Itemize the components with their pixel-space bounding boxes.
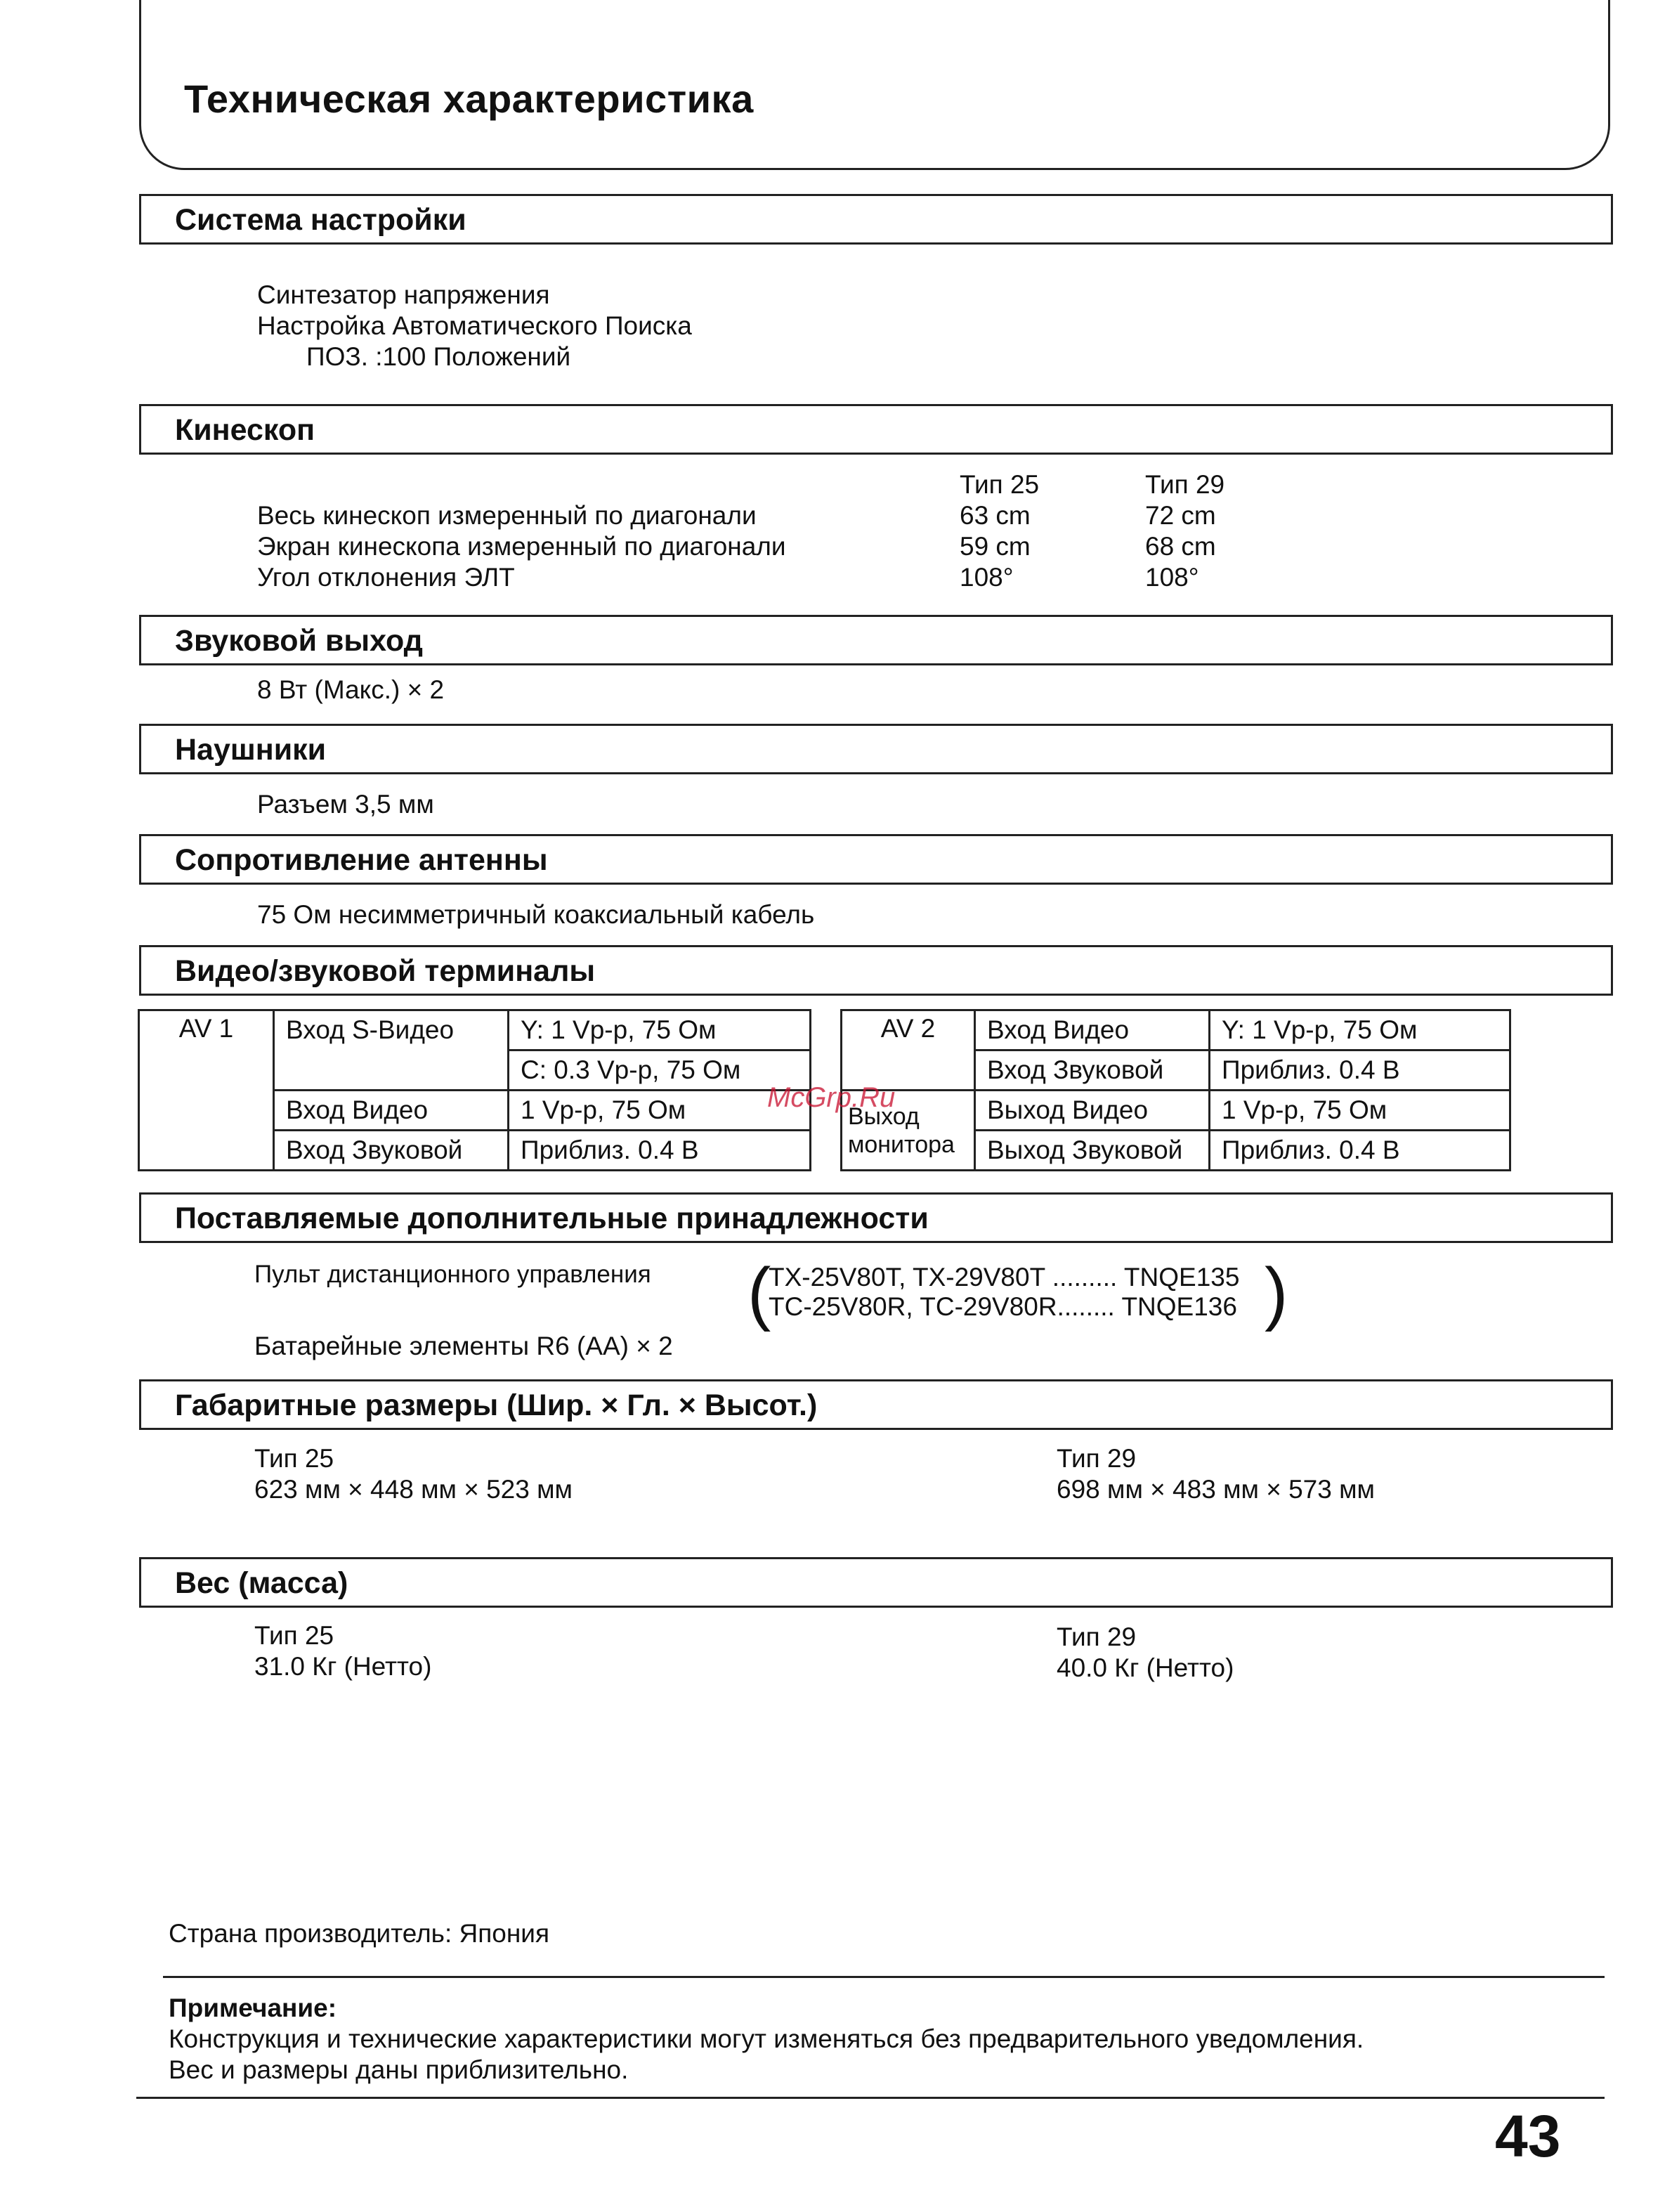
tube-row-1-v2: 72 cm: [1145, 501, 1216, 530]
section-dimensions: [139, 1379, 1613, 1430]
dimensions-type25-label: Тип 25: [254, 1444, 334, 1473]
tube-row-3-v1: 108°: [960, 563, 1014, 592]
av1-s-video-label: Вход S-Видео: [274, 1010, 509, 1091]
dimensions-type29-label: Тип 29: [1057, 1444, 1137, 1473]
av2-audio-in-label: Вход Звуковой: [975, 1050, 1210, 1091]
av2-audio-out-value: Приблиз. 0.4 В: [1210, 1131, 1510, 1171]
weight-type25-label: Тип 25: [254, 1621, 334, 1650]
section-accessories-header: Поставляемые дополнительные принадлежности: [175, 1202, 929, 1235]
tuning-line-3: ПОЗ. :100 Положений: [306, 342, 571, 371]
av2-video-in-label: Вход Видео: [975, 1010, 1210, 1050]
weight-type25-value: 31.0 Кг (Нетто): [254, 1652, 432, 1681]
country-of-origin: Страна производитель: Япония: [169, 1919, 549, 1948]
page-title: Техническая характеристика: [184, 77, 754, 121]
tube-col-type29: Тип 29: [1145, 470, 1225, 499]
weight-type29-value: 40.0 Кг (Нетто): [1057, 1653, 1234, 1682]
section-tube: [139, 404, 1613, 455]
av1-c-value: C: 0.3 Vp-p, 75 Ом: [509, 1050, 811, 1091]
tube-row-2-v1: 59 cm: [960, 532, 1031, 561]
section-av-header: Видео/звуковой терминалы: [175, 954, 596, 988]
weight-type29-label: Тип 29: [1057, 1622, 1137, 1651]
batteries-value: Батарейные элементы R6 (AA) × 2: [254, 1332, 673, 1360]
page-number: 43: [1495, 2103, 1561, 2169]
note-title: Примечание:: [169, 1993, 337, 2022]
tube-row-2-v2: 68 cm: [1145, 532, 1216, 561]
remote-line-2: TC-25V80R, TC-29V80R........ TNQE136: [769, 1292, 1237, 1321]
remote-right-paren: ): [1265, 1254, 1288, 1332]
headphones-value: Разъем 3,5 мм: [257, 790, 434, 819]
tube-row-3-label: Угол отклонения ЭЛТ: [257, 563, 515, 592]
section-tube-header: Кинескоп: [175, 413, 315, 447]
remote-line-1: TX-25V80T, TX-29V80T ......... TNQE135: [769, 1263, 1240, 1292]
section-accessories: [139, 1192, 1613, 1243]
antenna-value: 75 Ом несимметричный коаксиальный кабель: [257, 900, 815, 929]
section-weight-header: Вес (масса): [175, 1566, 348, 1600]
section-antenna: [139, 834, 1613, 885]
section-antenna-header: Сопротивление антенны: [175, 843, 548, 877]
av2-audio-in-value: Приблиз. 0.4 В: [1210, 1050, 1510, 1091]
watermark: McGrp.Ru: [767, 1082, 896, 1113]
dimensions-type29-value: 698 мм × 483 мм × 573 мм: [1057, 1475, 1375, 1504]
tube-row-3-v2: 108°: [1145, 563, 1199, 592]
av2-video-out-value: 1 Vp-p, 75 Ом: [1210, 1091, 1510, 1131]
section-sound-header: Звуковой выход: [175, 624, 423, 658]
tuning-line-2: Настройка Автоматического Поиска: [257, 311, 692, 340]
av1-audio-in-label: Вход Звуковой: [274, 1131, 509, 1171]
section-headphones-header: Наушники: [175, 733, 327, 767]
remote-label: Пульт дистанционного управления: [254, 1261, 651, 1288]
tube-row-1-v1: 63 cm: [960, 501, 1031, 530]
tube-row-1-label: Весь кинескоп измеренный по диагонали: [257, 501, 757, 530]
section-tuning-header: Система настройки: [175, 203, 466, 237]
dimensions-type25-value: 623 мм × 448 мм × 523 мм: [254, 1475, 573, 1504]
section-dimensions-header: Габаритные размеры (Шир. × Гл. × Высот.): [175, 1388, 818, 1422]
av2-audio-out-label: Выход Звуковой: [975, 1131, 1210, 1171]
sound-value: 8 Вт (Макс.) × 2: [257, 675, 445, 704]
av2-name: AV 2: [842, 1010, 975, 1091]
av2-video-out-label: Выход Видео: [975, 1091, 1210, 1131]
tube-col-type25: Тип 25: [960, 470, 1040, 499]
section-weight: [139, 1557, 1613, 1608]
note-line-2: Вес и размеры даны приблизительно.: [169, 2055, 629, 2084]
note-line-1: Конструкция и технические характеристики могут изменяться без предварительного уведомления.: [169, 2024, 1364, 2053]
section-sound: [139, 615, 1613, 665]
av1-audio-in-value: Приблиз. 0.4 В: [509, 1131, 811, 1171]
av1-y-value: Y: 1 Vp-p, 75 Ом: [509, 1010, 811, 1050]
section-headphones: [139, 724, 1613, 774]
av1-name: AV 1: [139, 1010, 274, 1171]
av2-table: [840, 1009, 1511, 1171]
footer-divider: [136, 2097, 1605, 2099]
av1-video-in-value: 1 Vp-p, 75 Ом: [509, 1091, 811, 1131]
note-divider: [163, 1976, 1605, 1978]
section-av: [139, 945, 1613, 996]
av1-video-in-label: Вход Видео: [274, 1091, 509, 1131]
tube-row-2-label: Экран кинескопа измеренный по диагонали: [257, 532, 786, 561]
tuning-line-1: Синтезатор напряжения: [257, 280, 550, 309]
av1-table: [138, 1009, 811, 1171]
av2-video-in-value: Y: 1 Vp-p, 75 Ом: [1210, 1010, 1510, 1050]
av2-monitor-line-2: монитора: [848, 1131, 955, 1158]
remote-left-paren: (: [747, 1254, 771, 1332]
section-tuning: [139, 194, 1613, 245]
av2-monitor-line-1: Выход: [848, 1102, 920, 1130]
